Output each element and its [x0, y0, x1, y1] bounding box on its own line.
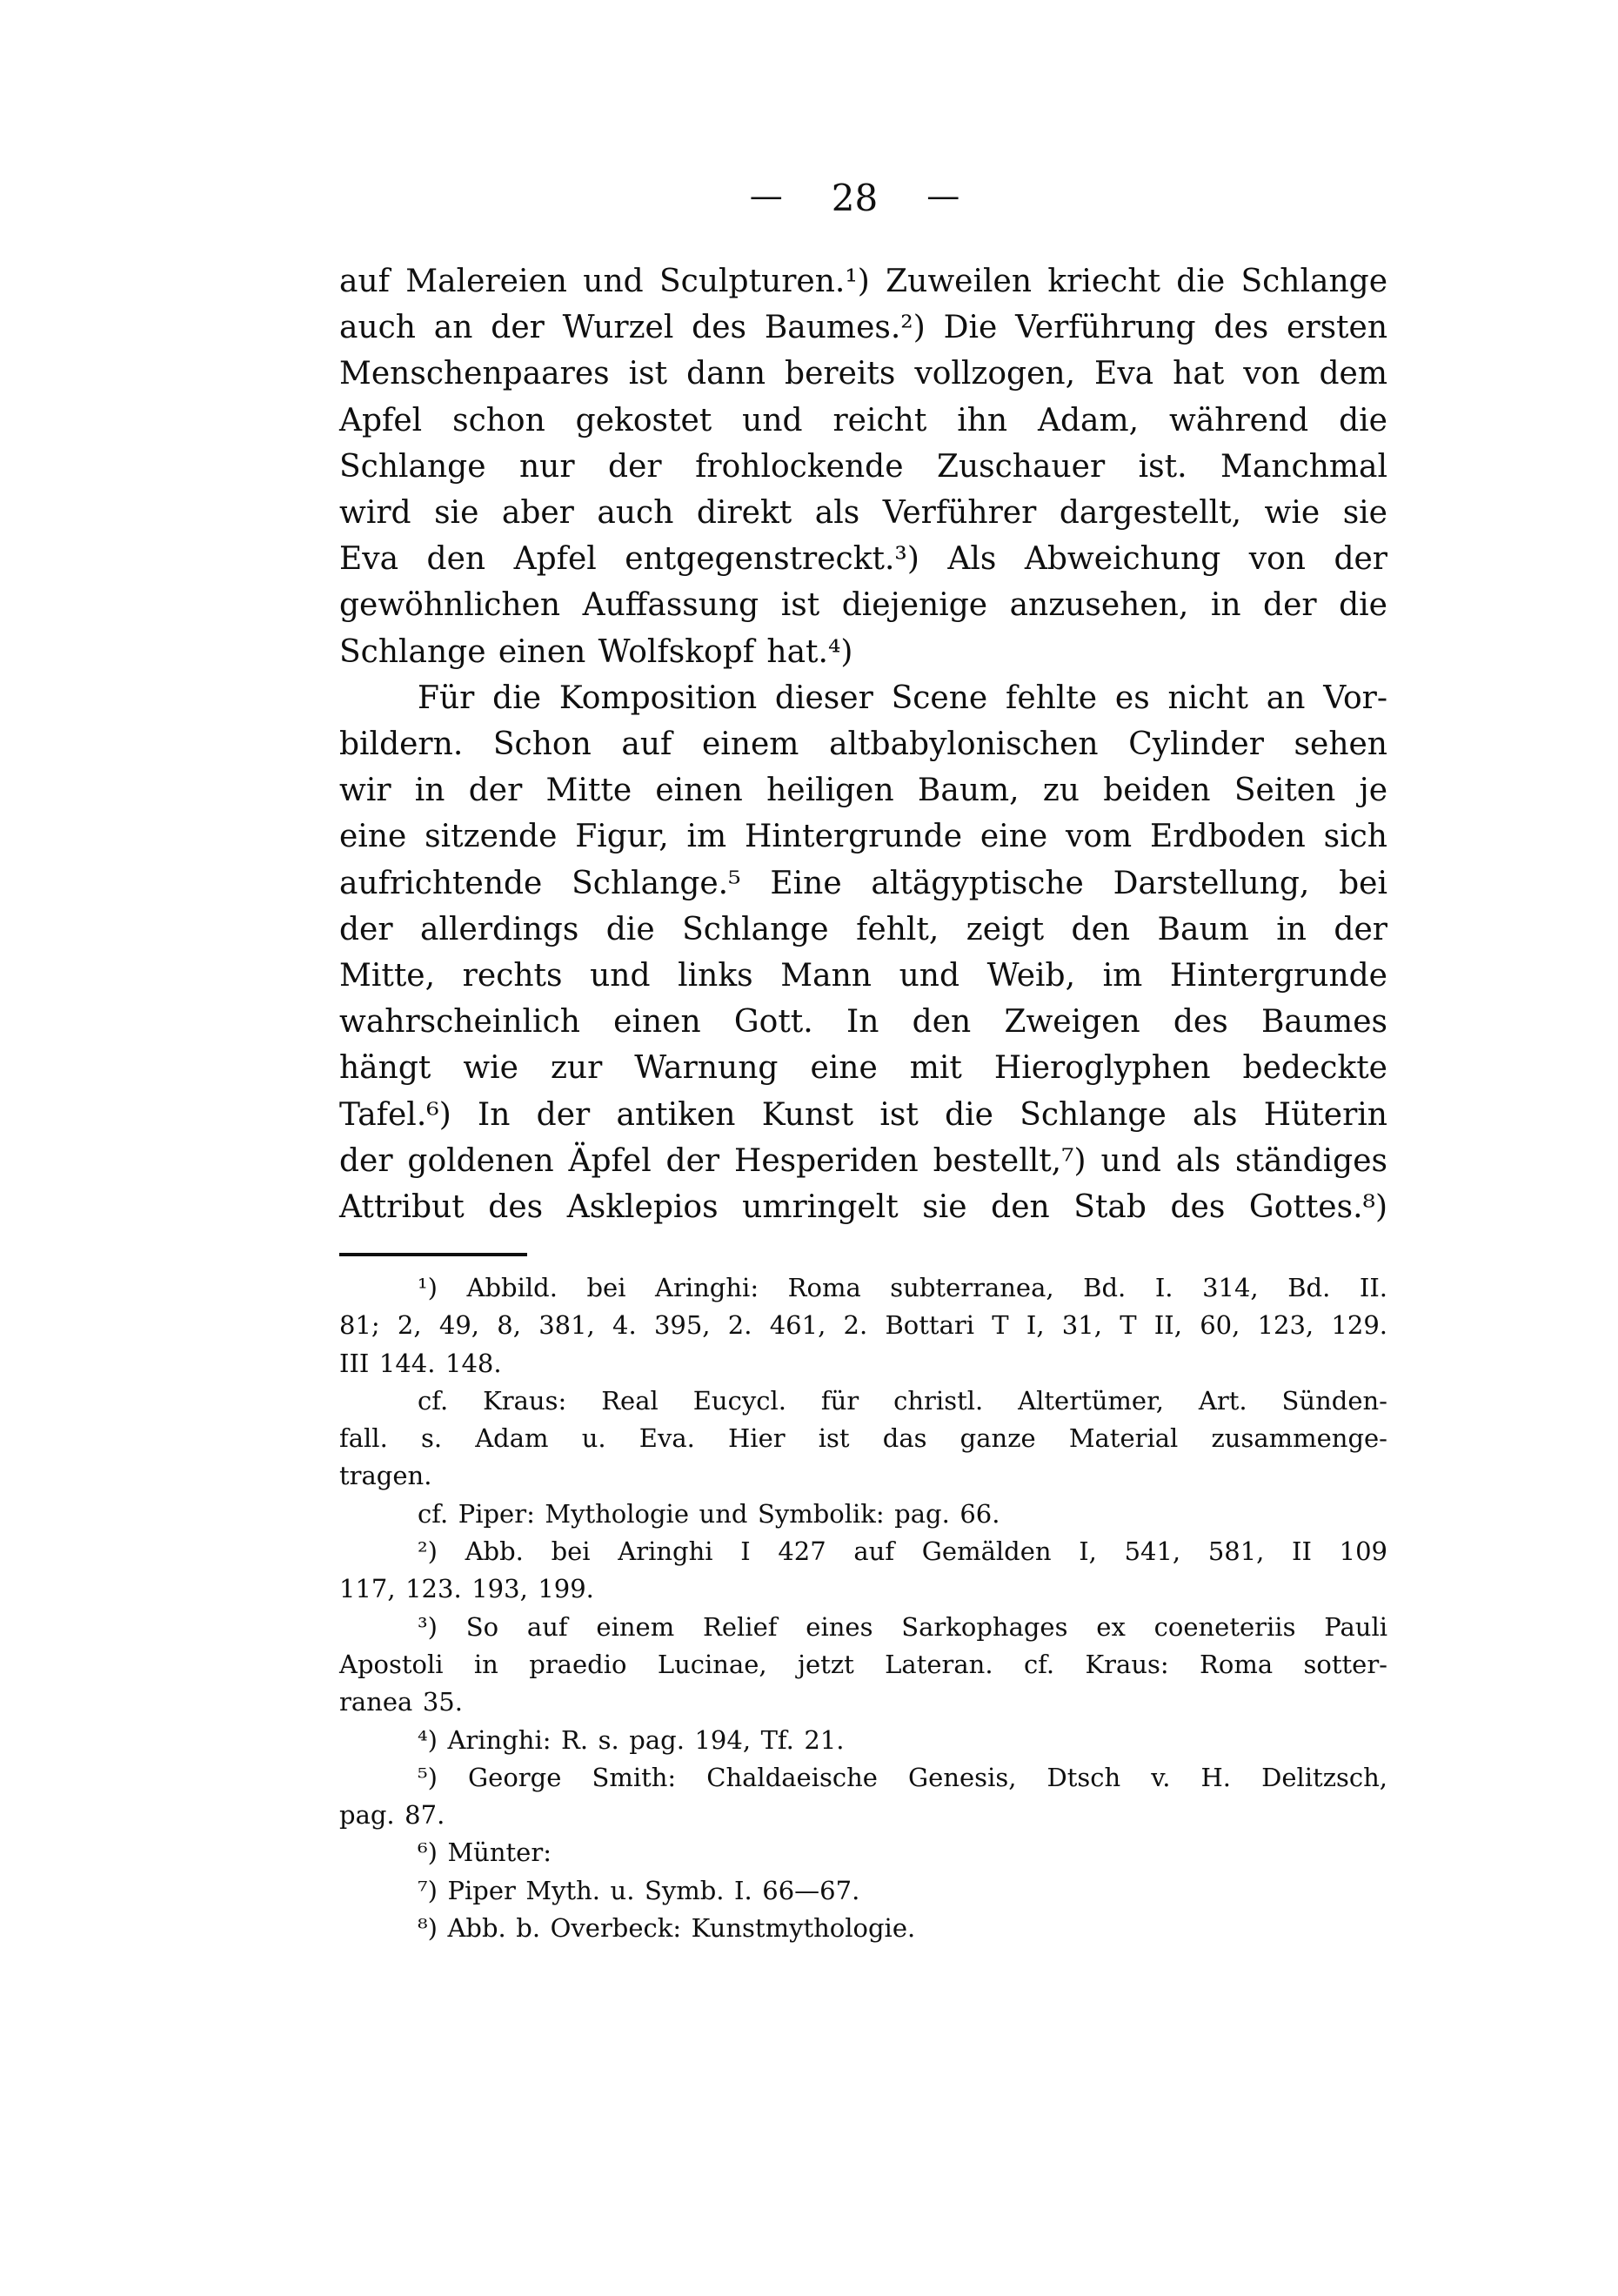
footnote-line: 117, 123. 193, 199. [339, 1574, 594, 1604]
footnote-line footnote-7: ⁷) Piper Myth. u. Symb. I. 66—67. [418, 1875, 860, 1905]
footnote-line footnote-3: ³) So auf einem Relief eines Sarkophages ex coeneteriis Pauli [418, 1611, 1387, 1642]
header-dash-left: — [749, 177, 783, 215]
text-line: Eva den Apfel entgegenstreckt.³) Als Abweichung von der [339, 541, 1387, 578]
text-line paragraph-end: Schlange einen Wolfskopf hat.⁴) [339, 633, 853, 670]
text-line: wir in der Mitte einen heiligen Baum, zu beiden Seiten je [339, 773, 1387, 809]
text-line: eine sitzende Figur, im Hintergrunde eine vom Erdboden sich [339, 819, 1387, 855]
text-line: wahrscheinlich einen Gott. In den Zweigen des Baumes [339, 1004, 1387, 1041]
text-line paragraph-start: Für die Komposition dieser Scene fehlte es nicht an Vor- [418, 679, 1387, 716]
text-line: auf Malereien und Sculpturen.¹) Zuweilen kriecht die Schlange [339, 264, 1387, 299]
text-line: auch an der Wurzel des Baumes.²) Die Verführung des ersten [339, 310, 1387, 346]
header-dash-right: — [926, 177, 960, 215]
text-line: wird sie aber auch direkt als Verführer dargestellt, wie sie [339, 495, 1387, 532]
footnote-line footnote-4: ⁴) Aringhi: R. s. pag. 194, Tf. 21. [418, 1724, 845, 1755]
footnote-line footnote-5: ⁵) George Smith: Chaldaeische Genesis, Dtsch v. H. Delitzsch, [418, 1762, 1387, 1792]
footnote-line footnote-1: ¹) Abbild. bei Aringhi: Roma subterranea, Bd. I. 314, Bd. II. [418, 1273, 1387, 1302]
footnote-line: fall. s. Adam u. Eva. Hier ist das ganze Material zusammenge- [339, 1423, 1387, 1454]
text-line: Tafel.⁶) In der antiken Kunst ist die Schlange als Hüterin [339, 1096, 1387, 1133]
footnote-line: Apostoli in praedio Lucinae, jetzt Lateran. cf. Kraus: Roma sotter- [339, 1649, 1387, 1679]
footnote-separator-rule [339, 1253, 527, 1256]
text-line: Mitte, rechts und links Mann und Weib, im Hintergrunde [339, 958, 1387, 994]
text-line: hängt wie zur Warnung eine mit Hieroglyphen bedeckte [339, 1050, 1387, 1087]
main-text-block [339, 258, 1387, 1230]
footnote-line: cf. Piper: Mythologie und Symbolik: pag. 66. [418, 1498, 1000, 1529]
footnote-line: tragen. [339, 1461, 432, 1491]
footnote-line: cf. Kraus: Real Eucycl. für christl. Altertümer, Art. Sünden- [418, 1385, 1387, 1416]
footnote-line footnote-2: ²) Abb. bei Aringhi I 427 auf Gemälden I, 541, 581, II 109 [418, 1536, 1387, 1567]
text-line: Attribut des Asklepios umringelt sie den Stab des Gottes.⁸) [339, 1189, 1387, 1226]
footnote-line footnote-8: ⁸) Abb. b. Overbeck: Kunstmythologie. [418, 1913, 916, 1944]
footnote-line: pag. 87. [339, 1800, 445, 1831]
footnote-line: 81; 2, 49, 8, 381, 4. 395, 2. 461, 2. Bottari T I, 31, T II, 60, 123, 129. [339, 1310, 1387, 1341]
footnote-line footnote-6: ⁶) Münter: [418, 1837, 552, 1868]
page-number: 28 [831, 177, 879, 219]
footnote-line: III 144. 148. [339, 1348, 502, 1378]
text-line: Schlange nur der frohlockende Zuschauer ist. Manchmal [339, 448, 1387, 485]
footnotes-block [339, 1269, 1387, 1947]
text-line: der goldenen Äpfel der Hesperiden bestellt,⁷) und als ständiges [339, 1142, 1387, 1179]
text-line: aufrichtende Schlange.⁵ Eine altägyptische Darstellung, bei [339, 865, 1387, 901]
text-line: Apfel schon gekostet und reicht ihn Adam, während die [339, 402, 1387, 438]
text-line: bildern. Schon auf einem altbabylonischen Cylinder sehen [339, 726, 1387, 763]
footnote-line: ranea 35. [339, 1687, 463, 1717]
text-line: Menschenpaares ist dann bereits vollzogen, Eva hat von dem [339, 356, 1387, 392]
page-header [331, 178, 1379, 219]
text-line: gewöhnlichen Auffassung ist diejenige anzusehen, in der die [339, 587, 1387, 624]
text-line: der allerdings die Schlange fehlt, zeigt den Baum in der [339, 911, 1387, 947]
